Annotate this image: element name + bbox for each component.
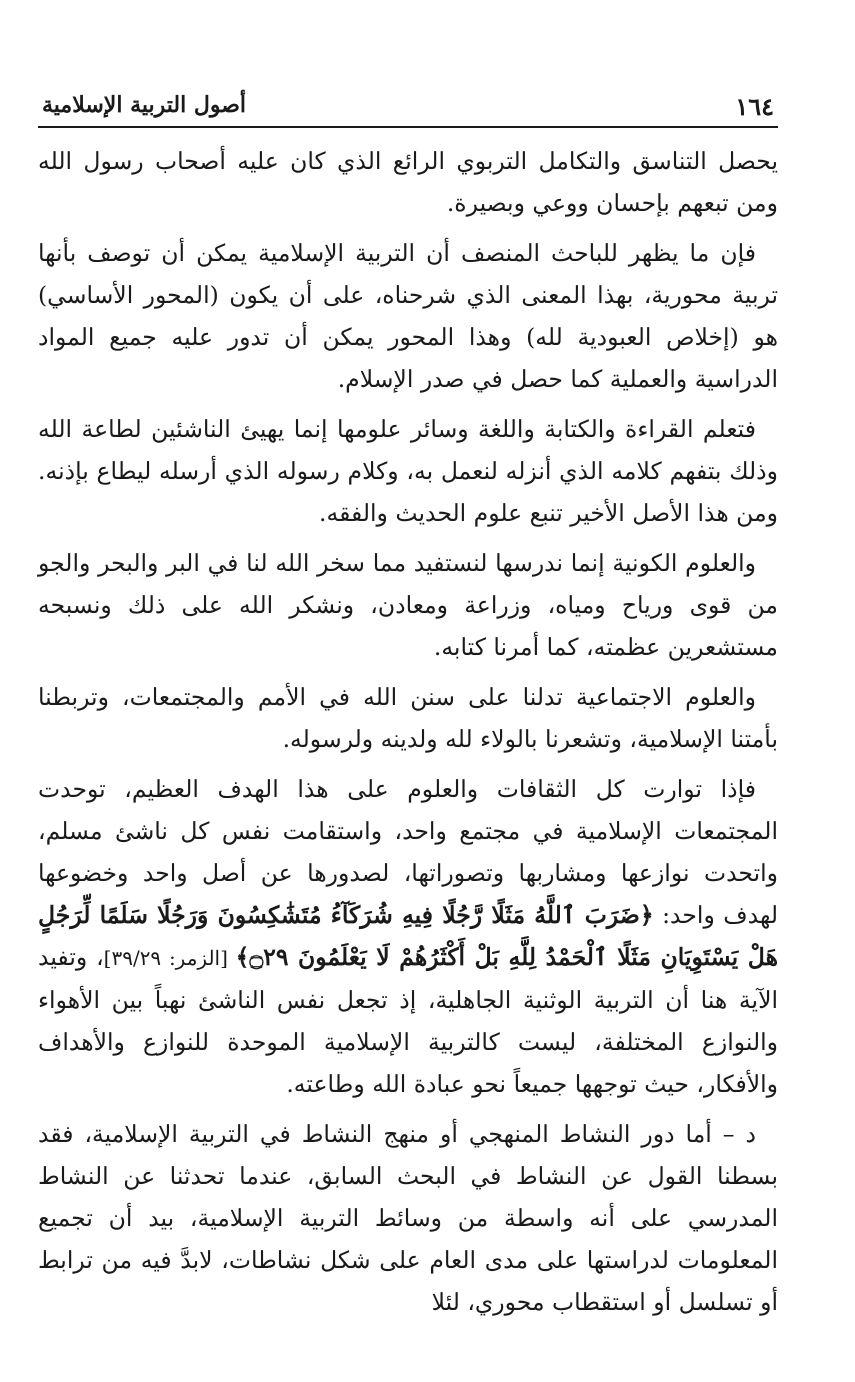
paragraph: فتعلم القراءة والكتابة واللغة وسائر علومها إنما يهيئ الناشئين لطاعة الله وذلك بتفهم كلامه الذي أنزله لنعمل به، وكلام رسوله الذي أرسله ليطاع بإذنه. ومن هذا الأصل الأخير تنبع علوم الحديث والفقه. bbox=[38, 415, 778, 527]
quran-paragraph-commentary: ، وتفيد الآية هنا أن التربية الوثنية الجاهلية، إذ تجعل نفس الناشئ نهباً بين الأهواء والنوازع المختلفة، ليست كالتربية الإسلامية الموحدة للنوازع والأهداف والأفكار، حيث توجهها جميعاً نحو عبادة الله وطاعته. bbox=[38, 943, 778, 1098]
quran-paragraph bbox=[38, 768, 778, 1105]
running-title: أصول التربية الإسلامية bbox=[42, 92, 247, 118]
page-number: ١٦٤ bbox=[735, 92, 774, 121]
body-text bbox=[38, 140, 778, 1323]
quran-verse: ﴿ضَرَبَ ٱللَّهُ مَثَلًا رَّجُلًا فِيهِ شُرَكَآءُ مُتَشَٰكِسُونَ وَرَجُلًا سَلَمًا لِّرَجُلٍ هَلْ يَسْتَوِيَانِ مَثَلًا ٱلْحَمْدُ لِلَّهِ بَلْ أَكْثَرُهُمْ لَا يَعْلَمُونَ ۝٢٩﴾ bbox=[38, 901, 778, 971]
paragraph: د – أما دور النشاط المنهجي أو منهج النشاط في التربية الإسلامية، فقد بسطنا القول عن النشاط في البحث السابق، عندما تحدثنا عن النشاط المدرسي على أنه واسطة من وسائط التربية الإسلامية، بيد أن تجميع المعلومات لدراستها على مدى العام على شكل نشاطات، لابدَّ فيه من ترابط أو تسلسل أو استقطاب محوري، لئلا bbox=[38, 1120, 778, 1316]
paragraph: فإن ما يظهر للباحث المنصف أن التربية الإسلامية يمكن أن توصف بأنها تربية محورية، بهذا المعنى الذي شرحناه، على أن يكون (المحور الأساسي) هو (إخلاص العبودية لله) وهذا المحور يمكن أن تدور عليه جميع المواد الدراسية والعملية كما حصل في صدر الإسلام. bbox=[38, 239, 778, 393]
book-page bbox=[38, 78, 778, 1331]
quran-paragraph-intro: فإذا توارت كل الثقافات والعلوم على هذا الهدف العظيم، توحدت المجتمعات الإسلامية في مجتمع واحد، واستقامت نفس كل ناشئ مسلم، واتحدت نوازعها ومشاربها وتصوراتها، لصدورها عن أصل واحد وخضوعها لهدف واحد: bbox=[38, 775, 778, 929]
paragraph: يحصل التناسق والتكامل التربوي الرائع الذي كان عليه أصحاب رسول الله ومن تبعهم بإحسان ووعي وبصيرة. bbox=[38, 147, 778, 217]
page-header bbox=[38, 78, 778, 128]
paragraph: والعلوم الكونية إنما ندرسها لنستفيد مما سخر الله لنا في البر والبحر والجو من قوى ورياح ومياه، وزراعة ومعادن، ونشكر الله على ذلك ونسبحه مستشعرين عظمته، كما أمرنا كتابه. bbox=[38, 549, 778, 661]
verse-reference: [الزمر: ٣٩/٢٩] bbox=[103, 946, 236, 970]
paragraph: والعلوم الاجتماعية تدلنا على سنن الله في الأمم والمجتمعات، وتربطنا بأمتنا الإسلامية، وتشعرنا بالولاء لله ولدينه ولرسوله. bbox=[38, 683, 778, 753]
